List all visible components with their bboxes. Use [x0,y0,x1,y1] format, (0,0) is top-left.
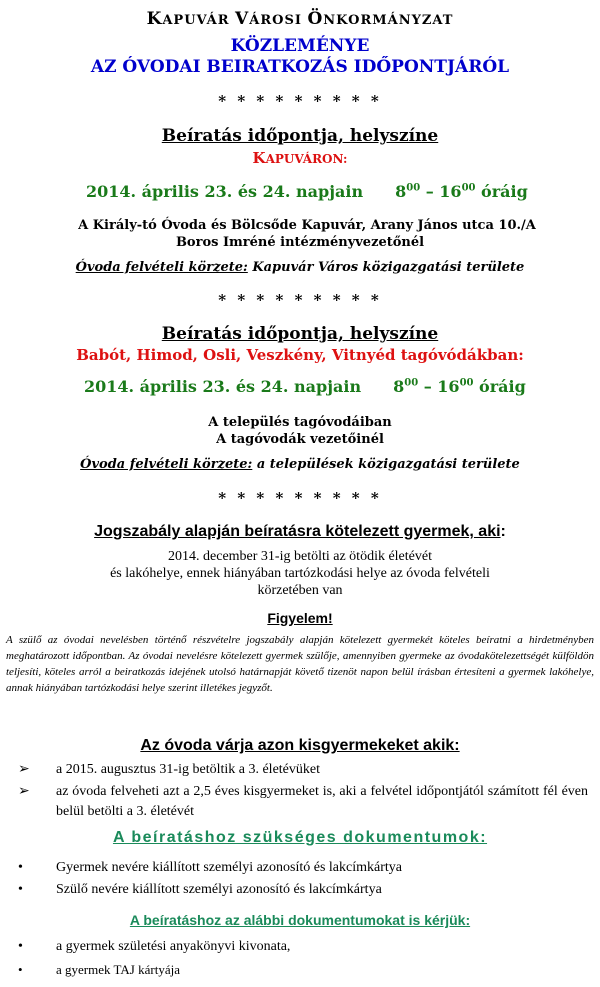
list-item [18,782,588,822]
arrow-bullet-icon: ➢ [18,762,30,777]
law-line2: és lakóhelye, ennek hiányában tartózkodási helye az óvoda felvételi [110,566,490,581]
time-dash: – 16 [418,377,460,396]
attention-label: Figyelem! [267,610,333,626]
time-start-sup: 00 [406,182,421,194]
section1-zone [0,260,600,275]
section2-places: Babót, Himod, Osli, Veszkény, Vitnyéd tagóvódákban: [76,346,524,364]
separator: * * * * * * * * * [218,489,382,507]
law-heading [0,523,600,541]
zone-label: Óvoda felvételi körzete: [80,457,253,472]
time-start-sup: 00 [404,377,419,389]
section1-date: 2014. április 23. és 24. napjain [86,182,364,201]
zone-label: Óvoda felvételi körzete: [75,260,248,275]
list-item-text: a gyermek születési anyakönyvi kivonata, [56,939,291,954]
section1-location-line2: Boros Imréné intézményvezetőnél [175,235,425,250]
section1-place [0,149,600,167]
list-item-text: a 2015. augusztus 31-ig betöltik a 3. életévüket [56,762,320,777]
list-item-text: Gyermek nevére kiállított személyi azonosító és lakcímkártya [56,860,402,875]
separator: * * * * * * * * * [218,291,382,309]
list-item [18,960,588,980]
list-item-text: a gyermek TAJ kártyája [56,962,180,977]
list-item [18,858,588,878]
list-item-text: az óvoda felveheti azt a 2,5 éves kisgyermeket is, aki a felvétel időpontjától számított fél éven belül betölti a 3. életévét [56,784,588,819]
section1-date-time [86,182,600,201]
org-title-part: NKORMÁNYZAT [323,13,454,28]
time-start: 8 [393,377,405,396]
bullet-icon: • [18,882,23,897]
time-dash: – 16 [420,182,462,201]
law-line1: 2014. december 31-ig betölti az ötödik életévét [168,549,432,564]
list-item [18,880,588,900]
time-suffix: óráig [473,377,526,396]
section2-location-line1: A település tagóvodáiban [208,415,392,430]
bullet-icon: • [18,860,23,875]
section2-heading: Beíratás időpontja, helyszíne [161,324,439,344]
time-start: 8 [395,182,407,201]
section1-location-line1: A Király-tó Óvoda és Bölcsőde Kapuvár, Arany János utca 10./A [78,218,536,233]
bullet-icon: • [18,962,23,977]
separator: * * * * * * * * * [218,92,382,110]
waits-heading: Az óvoda várja azon kisgyermekeket akik: [140,737,460,754]
section2-location-line2: A tagóvodák vezetőinél [216,432,384,447]
extra-documents-heading: A beíratáshoz az alábbi dokumentumokat is kérjük: [129,912,471,928]
zone-text: Kapuvár Város közigazgatási területe [247,260,525,275]
org-title [0,9,600,29]
arrow-bullet-icon: ➢ [18,784,30,799]
section2-zone [0,457,600,472]
section2-date-time [84,377,600,396]
legal-notice: A szülő az óvodai nevelésben történő részvételre jogszabály alapján kötelezett gyermekét köteles beíratni a hirdetményben meghatározott időpontban. Az óvodai nevelésre kötelezett gyermek szülője, amennyiben gyermeke az óvodakötelezettségét külföldön teljesíti, köteles arról a beiratkozás idejének utolsó határnapját követő tizenöt napon belül írásban értesíteni a gyermek lakóhelye, annak hiányában tartózkodási helye szerint illetékes jegyzőt. [6,634,594,694]
time-end-sup: 00 [461,182,476,194]
law-line3: körzetében van [257,583,343,598]
bullet-icon: • [18,939,23,954]
announcement-title: KÖZLEMÉNYE [230,36,370,56]
section2-date: 2014. április 23. és 24. napjain [84,377,362,396]
time-end-sup: 00 [459,377,474,389]
list-item [18,937,588,957]
law-heading-text: Jogszabály alapján beíratásra kötelezett gyermek, aki [94,523,501,540]
org-title-part: APUVÁR [162,13,236,28]
zone-text: a települések közigazgatási területe [252,457,520,472]
list-item-text: Szülő nevére kiállított személyi azonosító és lakcímkártya [56,882,382,897]
list-item [18,760,588,780]
section1-heading: Beíratás időpontja, helyszíne [161,126,439,146]
org-title-part: V [235,9,250,29]
place-part: K [252,149,266,167]
place-part: APUVÁRON: [265,152,348,166]
org-title-part: K [146,9,163,29]
documents-heading: A beíratáshoz szükséges dokumentumok: [112,829,488,846]
announcement-subtitle: AZ ÓVODAI BEIRATKOZÁS IDŐPONTJÁRÓL [90,57,510,77]
org-title-part: Ö [307,9,324,29]
law-heading-colon: : [500,523,506,540]
time-suffix: óráig [475,182,528,201]
org-title-part: ÁROSI [249,13,308,28]
